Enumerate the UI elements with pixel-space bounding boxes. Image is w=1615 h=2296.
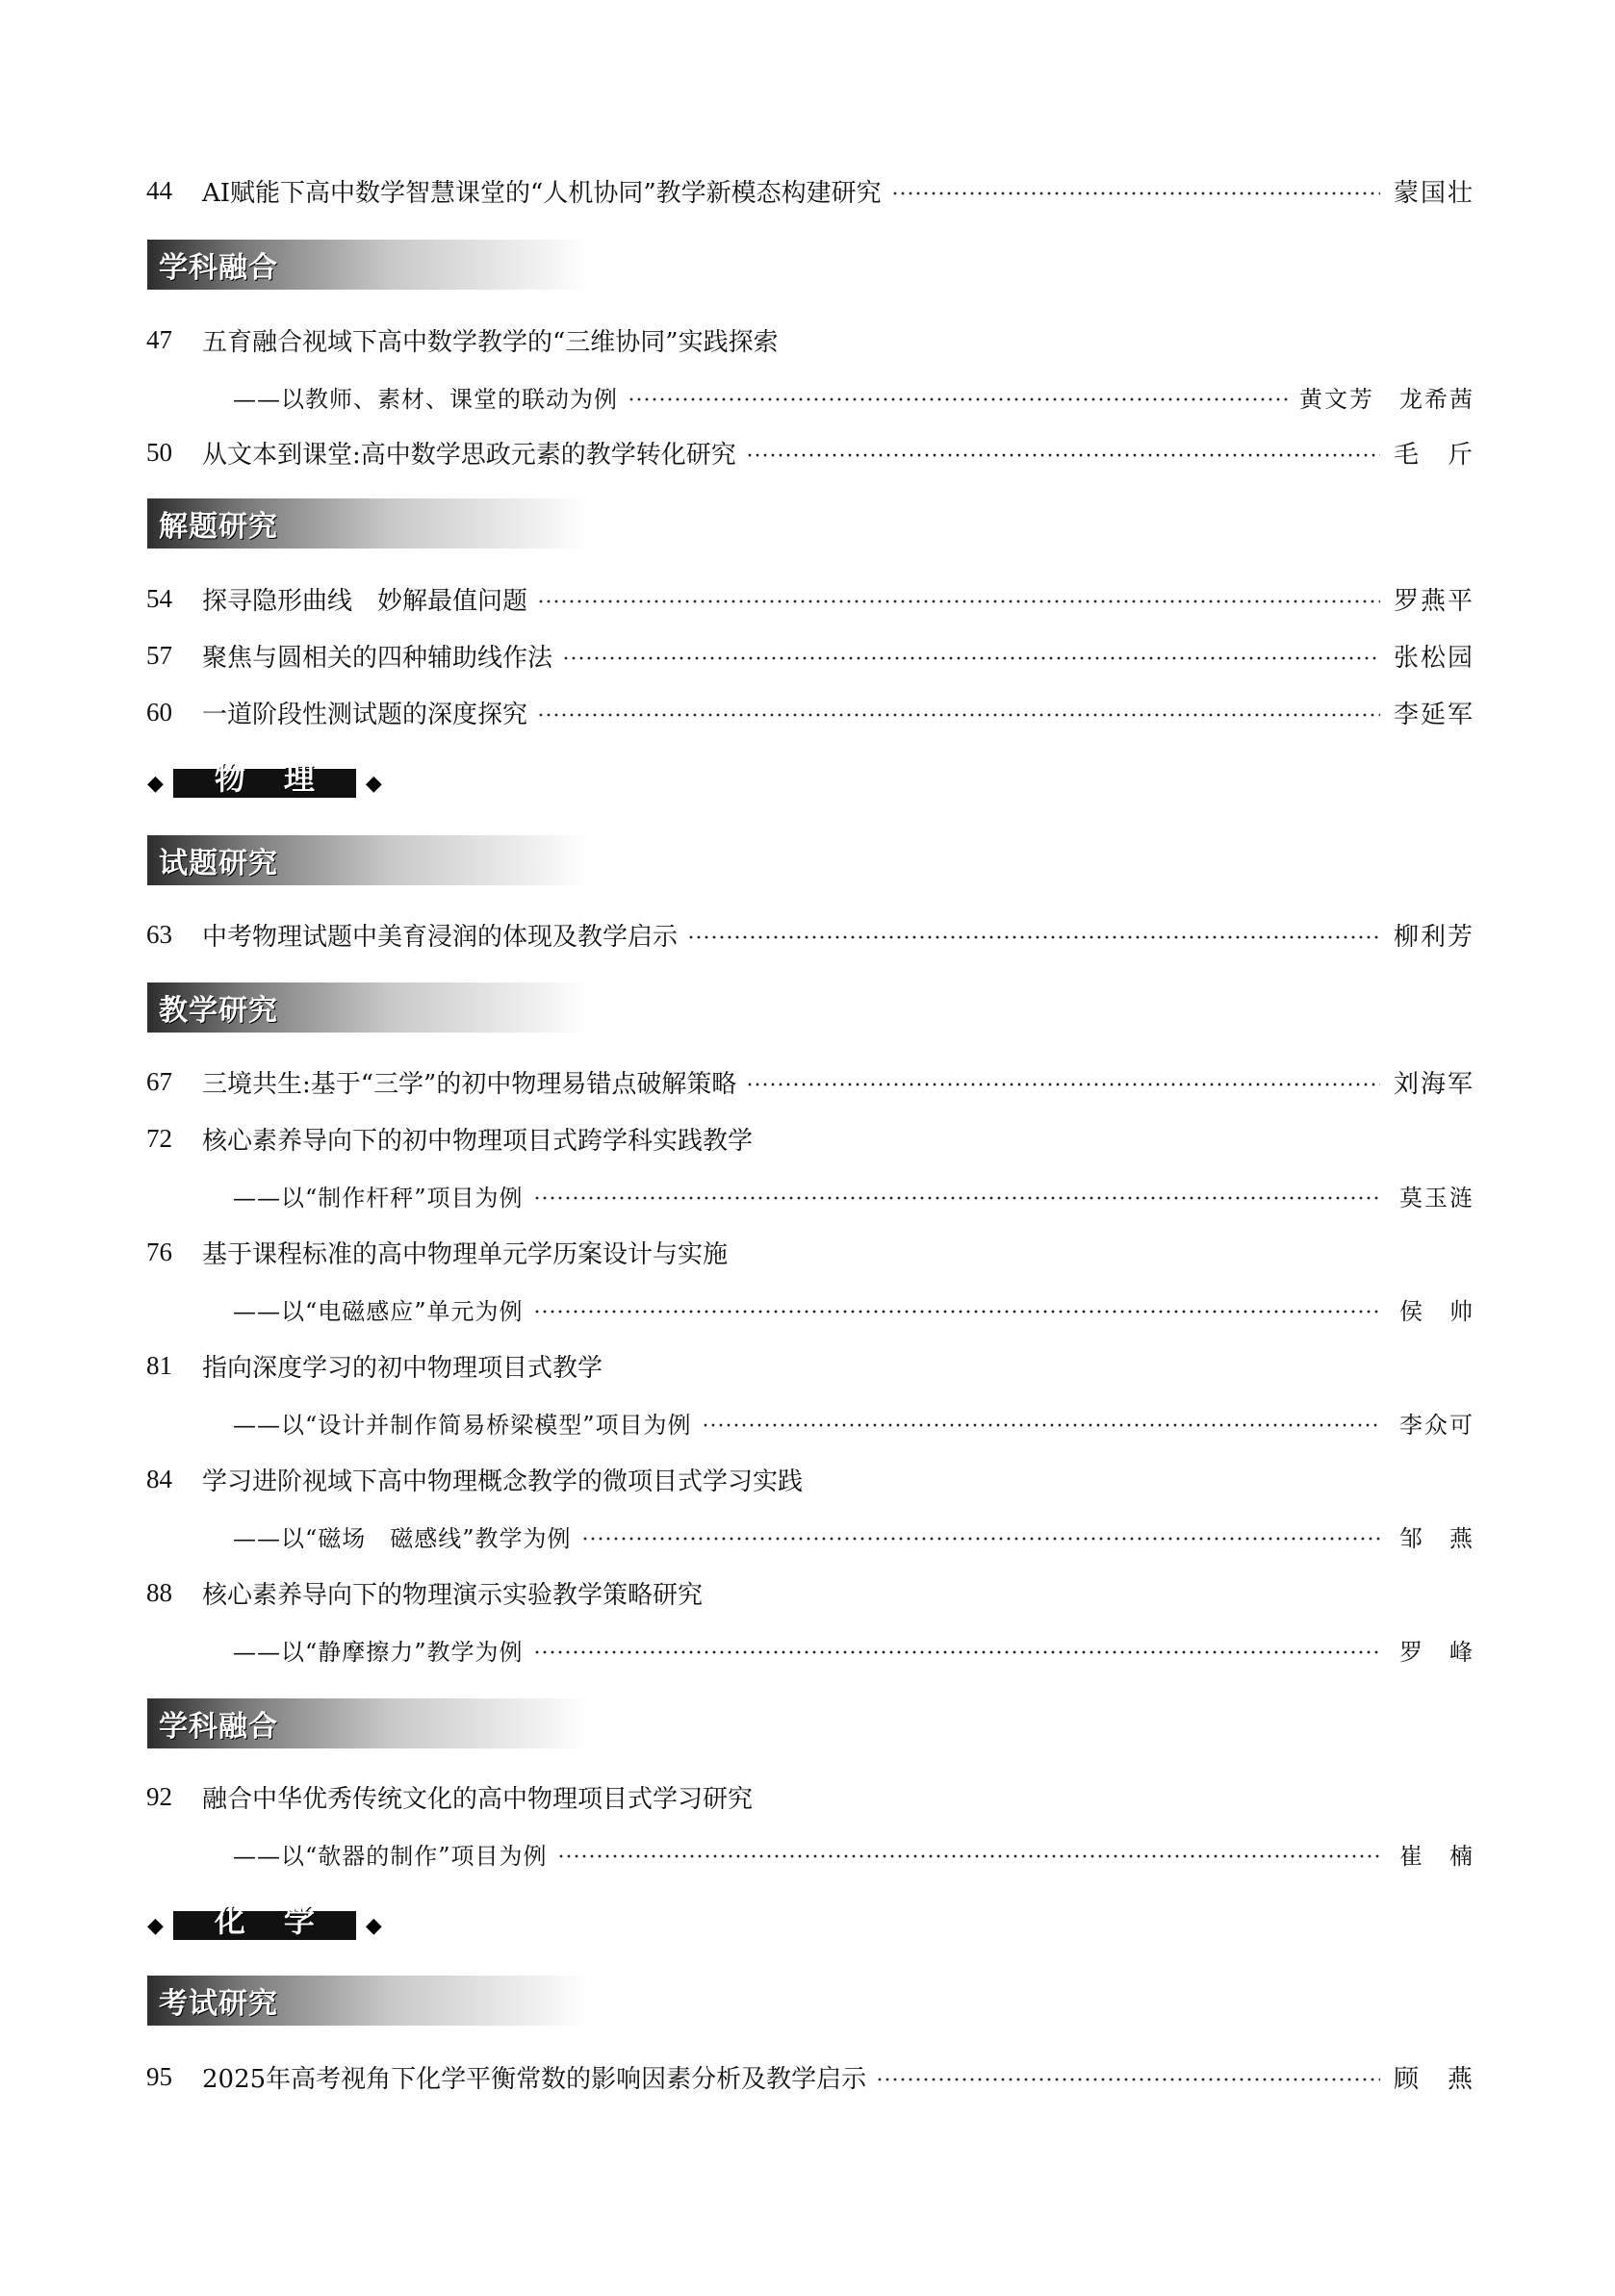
article-title: 一道阶段性测试题的深度探究 <box>202 700 528 729</box>
section-label: 解题研究 <box>159 510 278 544</box>
article-subtitle: ——以“制作杆秤”项目为例 <box>233 1184 524 1212</box>
page-number: 54 <box>146 583 172 613</box>
section-header-problem-solving <box>147 498 590 548</box>
toc-entry-60[interactable] <box>146 691 1474 733</box>
section-header-teaching-research <box>147 982 590 1033</box>
toc-entry-44[interactable] <box>146 169 1474 212</box>
dot-leader <box>628 397 1290 401</box>
dot-leader <box>891 191 1380 195</box>
article-subtitle: ——以教师、素材、课堂的联动为例 <box>233 385 618 413</box>
page-number: 81 <box>146 1350 172 1380</box>
article-subtitle: ——以“磁场 磁感线”教学为例 <box>233 1524 572 1552</box>
article-author: 顾 燕 <box>1393 2064 1474 2094</box>
subject-bar <box>173 1902 356 1940</box>
article-author: 毛 斤 <box>1393 440 1474 470</box>
article-title: 五育融合视域下高中数学教学的“三维协同”实践探索 <box>202 327 779 357</box>
toc-entry-81[interactable] <box>146 1344 1474 1387</box>
dot-leader <box>687 935 1380 939</box>
toc-entry-50[interactable] <box>146 431 1474 473</box>
toc-entry-67[interactable] <box>146 1060 1474 1103</box>
dot-leader <box>581 1537 1380 1541</box>
toc-entry-54[interactable] <box>146 577 1474 620</box>
section-label: 考试研究 <box>159 1987 278 2021</box>
toc-entry-57[interactable] <box>146 634 1474 676</box>
section-label: 学科融合 <box>159 251 278 285</box>
diamond-icon: ◆ <box>147 1913 164 1938</box>
section-header-subject-integration <box>147 240 590 290</box>
dot-leader <box>702 1423 1380 1427</box>
dot-leader <box>746 453 1380 457</box>
article-subtitle: ——以“欹器的制作”项目为例 <box>233 1842 548 1870</box>
section-label: 试题研究 <box>159 847 278 880</box>
dot-leader <box>746 1083 1380 1086</box>
article-title: 中考物理试题中美育浸润的体现及教学启示 <box>202 922 679 952</box>
section-label: 教学研究 <box>159 994 278 1028</box>
diamond-icon: ◆ <box>147 771 164 796</box>
section-header-subject-integration-2 <box>147 1698 590 1748</box>
article-author: 邹 燕 <box>1399 1524 1474 1552</box>
dot-leader <box>533 1650 1380 1654</box>
article-author: 黄文芳 龙希茜 <box>1299 385 1474 413</box>
toc-entry-76-subtitle[interactable] <box>233 1288 1474 1330</box>
article-title: 核心素养导向下的初中物理项目式跨学科实践教学 <box>202 1126 754 1156</box>
toc-entry-84[interactable] <box>146 1458 1474 1500</box>
toc-entry-76[interactable] <box>146 1231 1474 1273</box>
toc-entry-72-subtitle[interactable] <box>233 1174 1474 1216</box>
page-number: 92 <box>146 1781 172 1811</box>
article-author: 侯 帅 <box>1399 1297 1474 1325</box>
section-label: 学科融合 <box>159 1710 278 1744</box>
toc-entry-95[interactable] <box>146 2055 1474 2098</box>
toc-entry-88-subtitle[interactable] <box>233 1628 1474 1671</box>
subject-bar <box>173 760 356 798</box>
subject-header-physics <box>147 760 382 803</box>
dot-leader <box>533 1310 1380 1314</box>
article-title: 聚焦与圆相关的四种辅助线作法 <box>202 643 553 673</box>
section-header-test-research <box>147 835 590 885</box>
dot-leader <box>537 713 1380 717</box>
dot-leader <box>762 1798 1465 1801</box>
article-author: 莫玉涟 <box>1399 1184 1474 1212</box>
toc-entry-84-subtitle[interactable] <box>233 1515 1474 1557</box>
article-subtitle: ——以“静摩擦力”教学为例 <box>233 1638 524 1666</box>
dot-leader <box>788 341 1465 344</box>
page-number: 67 <box>146 1066 172 1096</box>
dot-leader <box>537 600 1380 603</box>
section-header-exam-research <box>147 1976 590 2026</box>
toc-entry-81-subtitle[interactable] <box>233 1401 1474 1443</box>
article-subtitle: ——以“设计并制作简易桥梁模型”项目为例 <box>233 1411 692 1439</box>
page-number: 57 <box>146 640 172 670</box>
article-author: 张松园 <box>1393 643 1474 673</box>
subject-label: 化学 <box>214 1902 353 1939</box>
dot-leader <box>712 1594 1465 1597</box>
dot-leader <box>557 1854 1380 1858</box>
page-number: 63 <box>146 919 172 949</box>
page-number: 76 <box>146 1237 172 1266</box>
dot-leader <box>812 1480 1465 1484</box>
page-number: 95 <box>146 2061 172 2091</box>
subject-label: 物理 <box>214 760 353 797</box>
toc-entry-88[interactable] <box>146 1571 1474 1614</box>
page-number: 60 <box>146 697 172 727</box>
article-title: 探寻隐形曲线 妙解最值问题 <box>202 586 528 616</box>
article-title: 融合中华优秀传统文化的高中物理项目式学习研究 <box>202 1784 754 1814</box>
dot-leader <box>876 2078 1380 2081</box>
article-author: 李众可 <box>1399 1411 1474 1439</box>
dot-leader <box>533 1196 1380 1200</box>
article-subtitle: ——以“电磁感应”单元为例 <box>233 1297 524 1325</box>
diamond-icon: ◆ <box>365 771 382 796</box>
diamond-icon: ◆ <box>365 1913 382 1938</box>
article-title: 从文本到课堂:高中数学思政元素的教学转化研究 <box>202 440 736 470</box>
toc-entry-72[interactable] <box>146 1117 1474 1160</box>
page-number: 50 <box>146 437 172 467</box>
dot-leader <box>762 1139 1465 1143</box>
dot-leader <box>737 1253 1465 1257</box>
article-title: AI赋能下高中数学智慧课堂的“人机协同”教学新模态构建研究 <box>202 178 882 208</box>
article-author: 罗燕平 <box>1393 586 1474 616</box>
subject-header-chemistry <box>147 1902 382 1945</box>
dot-leader <box>562 656 1380 660</box>
article-author: 刘海军 <box>1393 1069 1474 1099</box>
article-title: 核心素养导向下的物理演示实验教学策略研究 <box>202 1580 704 1610</box>
page-number: 84 <box>146 1464 172 1493</box>
article-title: 三境共生:基于“三学”的初中物理易错点破解策略 <box>202 1069 737 1099</box>
toc-entry-92-subtitle[interactable] <box>233 1832 1474 1875</box>
article-author: 罗 峰 <box>1399 1638 1474 1666</box>
toc-entry-47[interactable] <box>146 319 1474 361</box>
article-author: 蒙国壮 <box>1393 178 1474 208</box>
toc-entry-63[interactable] <box>146 913 1474 956</box>
page-number: 72 <box>146 1123 172 1153</box>
article-title: 指向深度学习的初中物理项目式教学 <box>202 1353 603 1383</box>
toc-entry-47-subtitle[interactable] <box>233 375 1474 418</box>
article-author: 李延军 <box>1393 700 1474 729</box>
article-title: 学习进阶视域下高中物理概念教学的微项目式学习实践 <box>202 1467 804 1496</box>
page-number: 47 <box>146 324 172 354</box>
page-number: 88 <box>146 1577 172 1607</box>
article-title: 2025年高考视角下化学平衡常数的影响因素分析及教学启示 <box>202 2064 867 2094</box>
article-title: 基于课程标准的高中物理单元学历案设计与实施 <box>202 1239 729 1269</box>
page-number: 44 <box>146 175 172 205</box>
dot-leader <box>612 1366 1465 1370</box>
article-author: 崔 楠 <box>1399 1842 1474 1870</box>
article-author: 柳利芳 <box>1393 922 1474 952</box>
toc-entry-92[interactable] <box>146 1775 1474 1818</box>
